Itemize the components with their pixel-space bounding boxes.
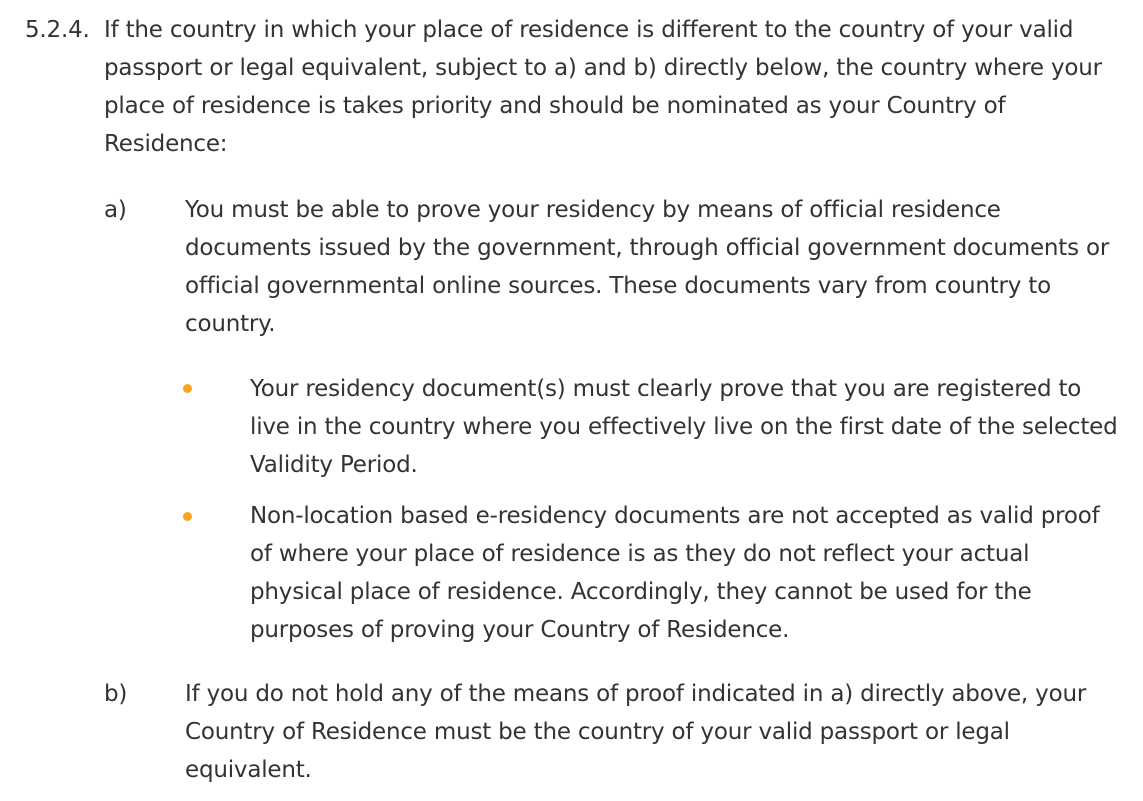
clause-text: If the country in which your place of residence is different to the country of your valid passport or legal equivalent, subject to a) and b) directly below, the country where your place of residence is takes priority and should be nominated as your Country of Residence:: [104, 17, 1102, 157]
bullet-item-2: Non-location based e-residency documents are not accepted as valid proof of where your place of residence is as they do not reflect your actual physical place of residence. Accordingly, they cannot be used for the purposes of proving your Country of Residence.: [250, 503, 1100, 643]
subclause-a-text: You must be able to prove your residency by means of official residence documents issued by the government, through official government documents or official governmental online sources. These documents vary from country to country.: [185, 197, 1110, 337]
bullet-dot-icon: [183, 512, 192, 521]
clause-number: 5.2.4.: [25, 17, 90, 43]
subclause-b-marker: b): [104, 681, 128, 707]
subclause-a-marker: a): [104, 197, 127, 223]
subclause-b-text: If you do not hold any of the means of proof indicated in a) directly above, your Country of Residence must be the country of your valid passport or legal equivalent.: [185, 681, 1087, 783]
bullet-item-1: Your residency document(s) must clearly prove that you are registered to live in the country where you effectively live on the first date of the selected Validity Period.: [250, 376, 1118, 478]
bullet-dot-icon: [183, 384, 192, 393]
